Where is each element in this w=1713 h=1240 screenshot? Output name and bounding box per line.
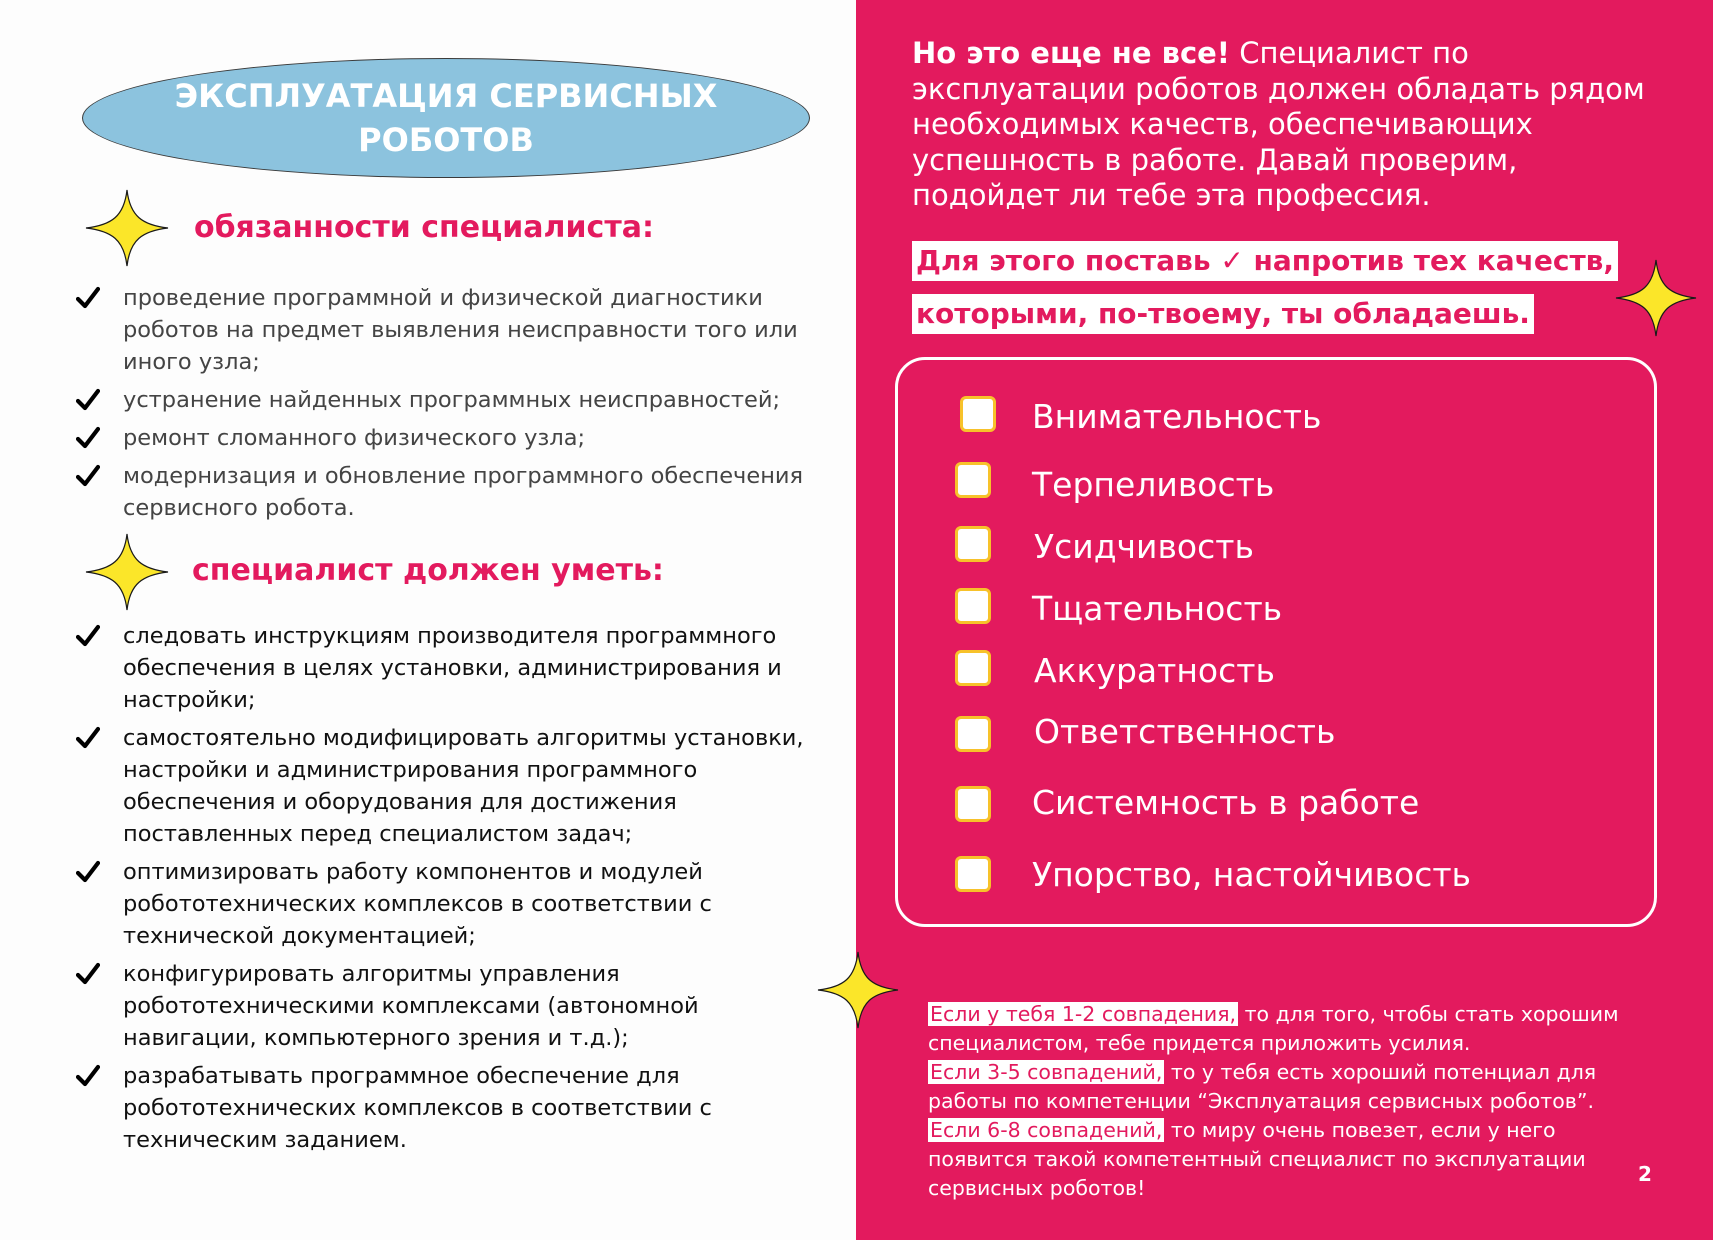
- checkbox-icon[interactable]: [955, 650, 991, 686]
- checkmark-icon: [76, 286, 100, 310]
- quality-label: Терпеливость: [1032, 465, 1275, 504]
- quality-label: Усидчивость: [1034, 527, 1254, 566]
- checkbox-icon[interactable]: [955, 716, 991, 752]
- list-item: ремонт сломанного физического узла;: [76, 422, 836, 454]
- page-number: 2: [1638, 1162, 1652, 1186]
- quality-item: [955, 786, 991, 822]
- checkbox-icon[interactable]: [955, 526, 991, 562]
- checkmark-icon: [76, 962, 100, 986]
- left-panel: [0, 0, 856, 1240]
- quality-item: [955, 462, 991, 498]
- quality-item: [955, 650, 991, 686]
- quality-label: Системность в работе: [1032, 783, 1420, 822]
- page-title: ЭКСПЛУАТАЦИЯ СЕРВИСНЫХ РОБОТОВ: [174, 77, 718, 159]
- checkbox-icon[interactable]: [955, 588, 991, 624]
- quality-label: Ответственность: [1034, 712, 1336, 751]
- quality-item: [960, 396, 996, 432]
- skills-heading: специалист должен уметь:: [192, 553, 664, 588]
- result-2-text: то у тебя есть хороший потенциал для работы по компетенции “Эксплуатация сервисных роботов”.: [928, 1060, 1597, 1113]
- result-3-text: то миру очень повезет, если у него появится такой компетентный специалист по эксплуатации сервисных роботов!: [928, 1118, 1586, 1200]
- result-2-highlight: Если 3-5 совпадений,: [930, 1060, 1163, 1084]
- checkmark-icon: [76, 1064, 100, 1088]
- duties-list: [76, 282, 836, 524]
- result-3-highlight: Если 6-8 совпадений,: [930, 1118, 1163, 1142]
- list-item: следовать инструкциям производителя программного обеспечения в целях установки, администрирования и настройки;: [76, 620, 836, 716]
- intro-bold: Но это еще не все!: [912, 36, 1231, 70]
- duties-heading: обязанности специалиста:: [194, 210, 654, 245]
- qualities-frame: [895, 357, 1657, 927]
- checkmark-icon: [76, 624, 100, 648]
- sparkle-icon: [1614, 258, 1698, 338]
- checkmark-icon: [76, 388, 100, 412]
- sparkle-icon: [816, 950, 900, 1030]
- sparkle-icon: [84, 188, 170, 268]
- instruction-line-1: Для этого поставь ✓ напротив тех качеств,: [912, 241, 1618, 281]
- title-oval: [82, 58, 810, 178]
- quality-item: [955, 526, 991, 562]
- intro-paragraph: [912, 36, 1672, 214]
- quality-label: Упорство, настойчивость: [1032, 855, 1472, 894]
- list-item: самостоятельно модифицировать алгоритмы установки, настройки и администрирования программного обеспечения и оборудования для достижения поставленных перед специалистом задач;: [76, 722, 836, 850]
- checkmark-icon: [76, 426, 100, 450]
- quality-item: [955, 716, 991, 752]
- checkmark-icon: [76, 860, 100, 884]
- quality-label: Тщательность: [1032, 589, 1283, 628]
- skills-list: [76, 620, 836, 1156]
- checkbox-icon[interactable]: [955, 786, 991, 822]
- results-block: [928, 1000, 1628, 1203]
- intro-text: Специалист по эксплуатации роботов должен обладать рядом необходимых качеств, обеспечивающих успешность в работе. Давай проверим, подойдет ли тебе эта профессия.: [912, 36, 1645, 212]
- instruction-line-2: которыми, по-твоему, ты обладаешь.: [912, 294, 1534, 334]
- sparkle-icon: [84, 532, 170, 612]
- list-item: проведение программной и физической диагностики роботов на предмет выявления неисправности того или иного узла;: [76, 282, 836, 378]
- quality-label: Внимательность: [1032, 397, 1322, 436]
- result-1-highlight: Если у тебя 1-2 совпадения,: [930, 1002, 1237, 1026]
- list-item: модернизация и обновление программного обеспечения сервисного робота.: [76, 460, 836, 524]
- result-1-text: то для того, чтобы стать хорошим специалистом, тебе придется приложить усилия.: [928, 1002, 1619, 1055]
- checkmark-icon: [76, 464, 100, 488]
- list-item: разрабатывать программное обеспечение для робототехнических комплексов в соответствии с техническим заданием.: [76, 1060, 836, 1156]
- quality-item: [955, 856, 991, 892]
- checkbox-icon[interactable]: [960, 396, 996, 432]
- checkbox-icon[interactable]: [955, 462, 991, 498]
- checkmark-icon: [76, 726, 100, 750]
- quality-item: [955, 588, 991, 624]
- quality-label: Аккуратность: [1034, 651, 1275, 690]
- list-item: конфигурировать алгоритмы управления робототехническими комплексами (автономной навигации, компьютерного зрения и т.д.);: [76, 958, 836, 1054]
- checkbox-icon[interactable]: [955, 856, 991, 892]
- list-item: устранение найденных программных неисправностей;: [76, 384, 836, 416]
- list-item: оптимизировать работу компонентов и модулей робототехнических комплексов в соответствии с технической документацией;: [76, 856, 836, 952]
